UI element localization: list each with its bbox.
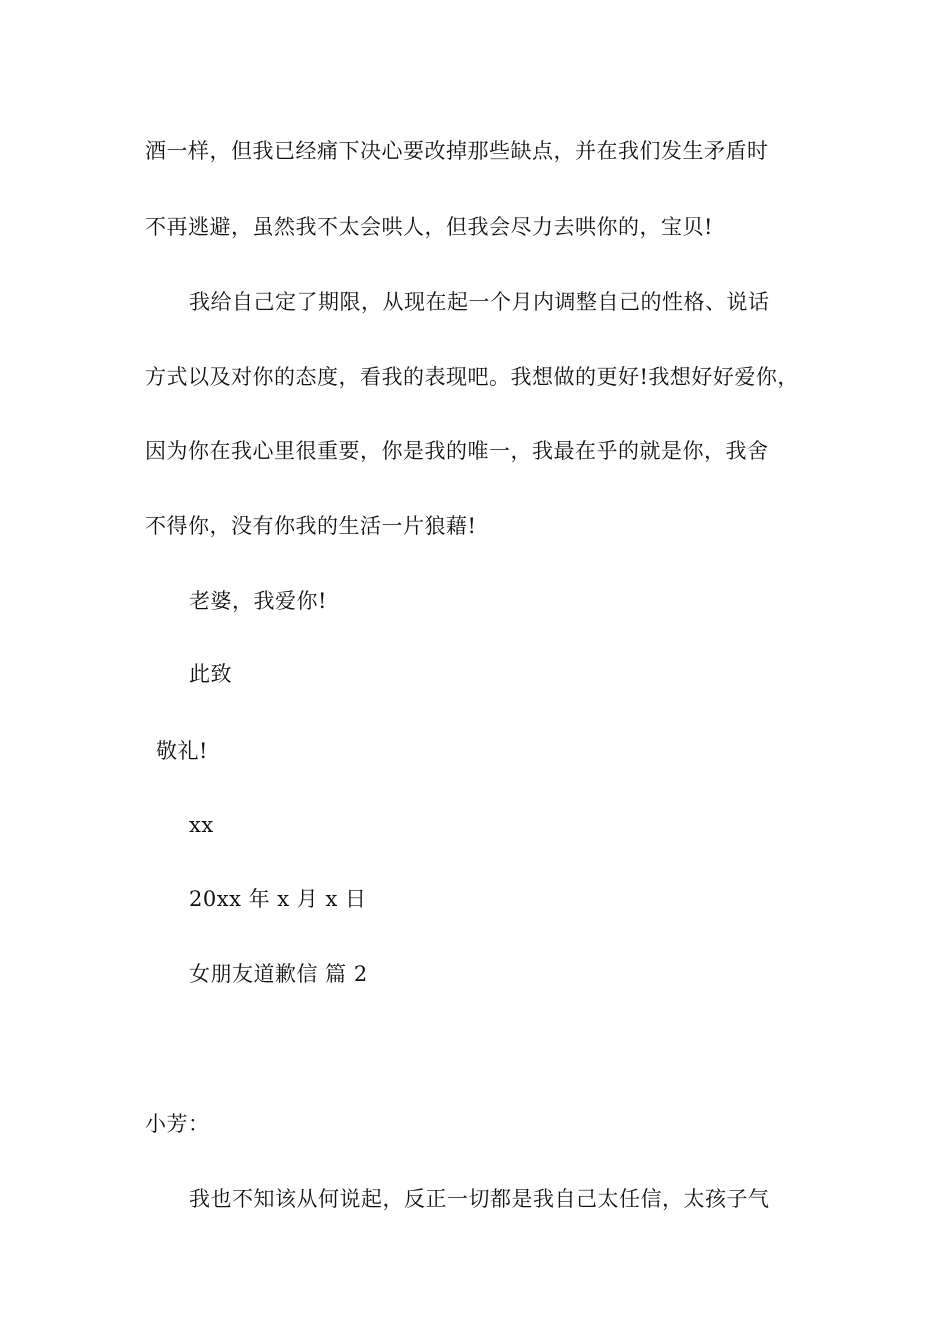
paragraph-line: 不得你，没有你我的生活一片狼藉! bbox=[145, 514, 477, 538]
paragraph-line: 我给自己定了期限，从现在起一个月内调整自己的性格、说话 bbox=[189, 290, 770, 314]
date-line: 20xx 年 x 月 x 日 bbox=[189, 887, 367, 911]
section-heading: 女朋友道歉信 篇 2 bbox=[189, 962, 368, 986]
salutation-respect: 敬礼! bbox=[156, 739, 208, 763]
closing-line: 老婆，我爱你! bbox=[189, 589, 327, 613]
letter-greeting: 小芳： bbox=[145, 1112, 210, 1136]
paragraph-line: 不再逃避，虽然我不太会哄人，但我会尽力去哄你的，宝贝! bbox=[145, 215, 713, 239]
signature: xx bbox=[189, 813, 214, 837]
paragraph-line: 酒一样，但我已经痛下决心要改掉那些缺点，并在我们发生矛盾时 bbox=[145, 139, 769, 163]
paragraph-line: 我也不知该从何说起，反正一切都是我自己太任信，太孩子气 bbox=[189, 1187, 770, 1211]
salutation-closing: 此致 bbox=[189, 662, 232, 686]
paragraph-line: 因为你在我心里很重要，你是我的唯一，我最在乎的就是你，我舍 bbox=[145, 439, 769, 463]
paragraph-line: 方式以及对你的态度，看我的表现吧。我想做的更好!我想好好爱你， bbox=[145, 365, 799, 389]
